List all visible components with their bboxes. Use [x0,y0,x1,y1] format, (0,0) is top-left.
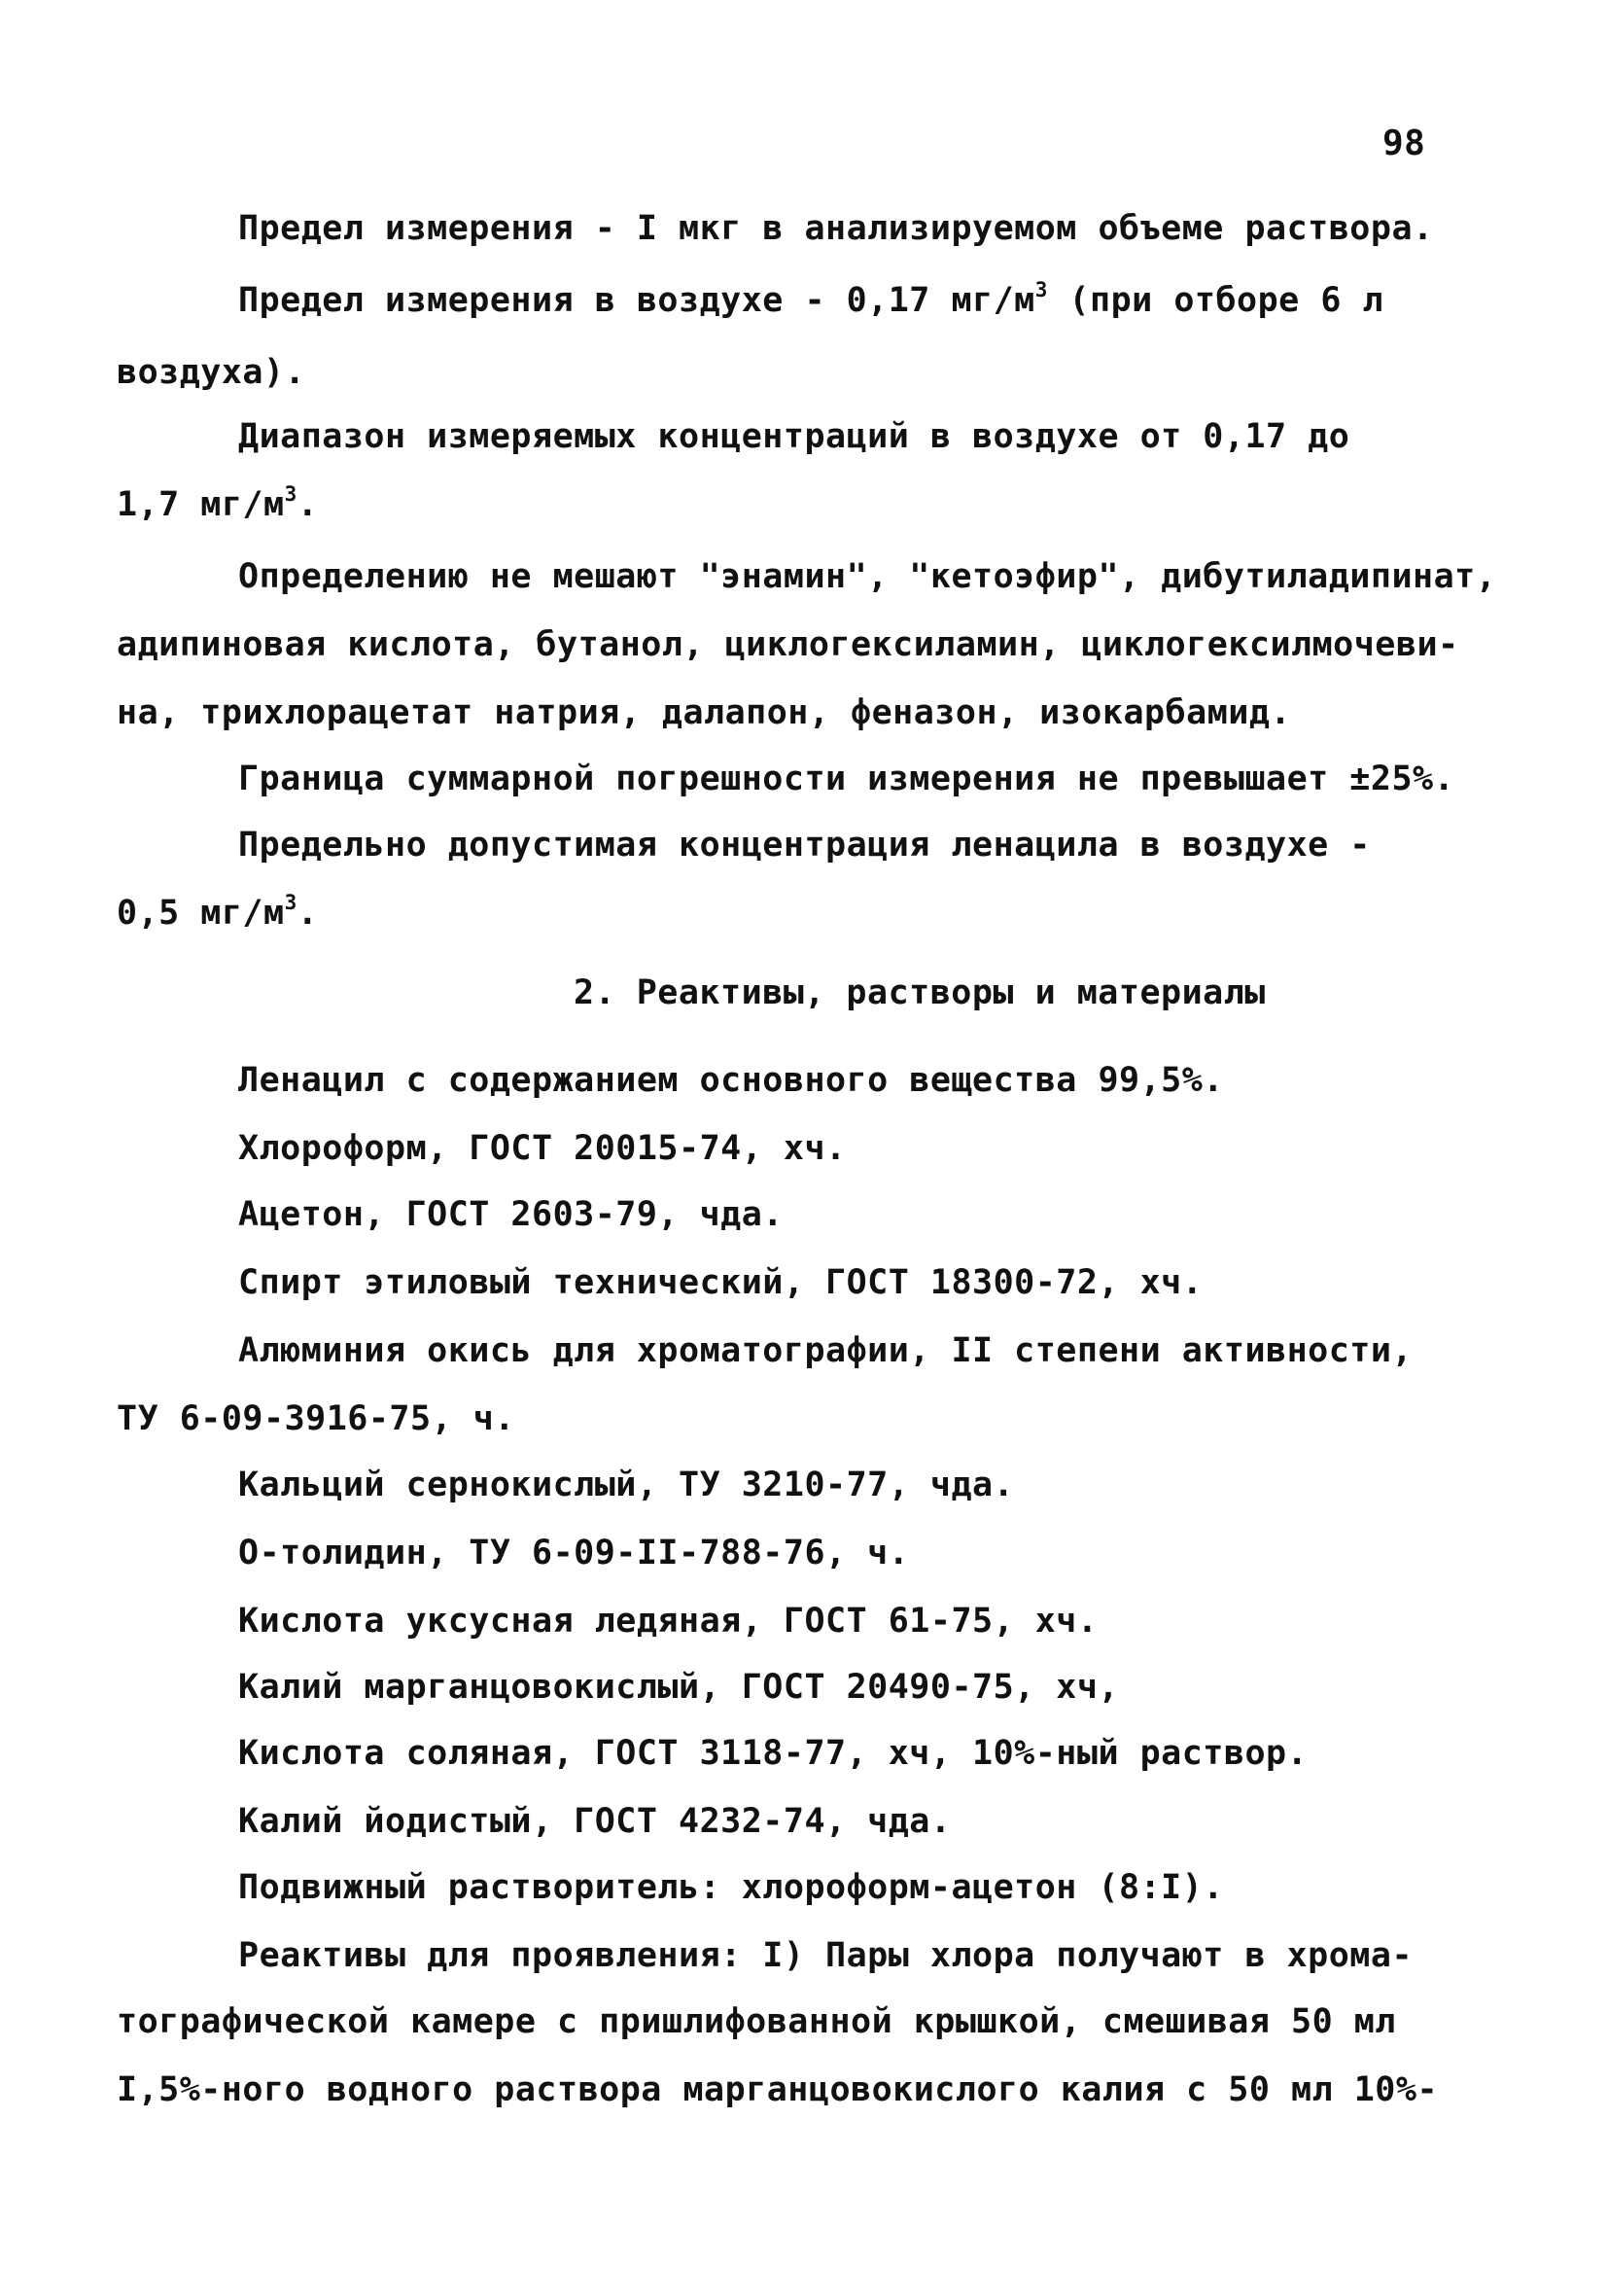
reagent-line: Подвижный растворитель: хлороформ-ацетон (8:I). [238,1868,1224,1907]
page-number: 98 [1382,124,1426,163]
reagent-line: Кислота соляная, ГОСТ 3118-77, хч, 10%-ный раствор. [238,1734,1309,1773]
superscript: 3 [284,891,297,914]
text-line: Граница суммарной погрешности измерения не превышает ±25%. [238,759,1455,798]
reagent-line: Калий марганцовокислый, ГОСТ 20490-75, хч, [238,1668,1120,1707]
reagent-line: ТУ 6-09-3916-75, ч. [117,1399,515,1438]
reagent-line: О-толидин, ТУ 6-09-II-788-76, ч. [238,1534,910,1572]
reagent-line: Хлороформ, ГОСТ 20015-74, хч. [238,1129,847,1168]
text-run: 0,5 мг/м [117,894,285,933]
text-run: . [297,894,319,933]
text-line: Определению не мешают "энамин", "кетоэфир", дибутиладипинат, [238,557,1497,596]
reagent-line: Алюминия окись для хроматографии, II степени активности, [238,1331,1414,1370]
section-heading: 2. Реактивы, растворы и материалы [574,973,1266,1012]
text-line [117,891,319,933]
superscript: 3 [1034,278,1048,301]
text-line: на, трихлорацетат натрия, далапон, феназон, изокарбамид. [117,693,1292,732]
reagent-line: Кальций сернокислый, ТУ 3210-77, чда. [238,1466,1015,1504]
reagent-line: Ленацил с содержанием основного вещества 99,5%. [238,1061,1224,1100]
text-run: Предел измерения в воздухе - 0,17 мг/м [238,281,1035,320]
reagent-line: тографической камере с пришлифованной крышкой, смешивая 50 мл [117,2002,1396,2041]
text-run: 1,7 мг/м [117,485,285,524]
text-line: воздуха). [117,353,306,392]
text-line [117,482,319,524]
reagent-line: Ацетон, ГОСТ 2603-79, чда. [238,1195,784,1234]
superscript: 3 [284,482,297,506]
reagent-line: Калий йодистый, ГОСТ 4232-74, чда. [238,1802,952,1841]
reagent-line: Кислота уксусная ледяная, ГОСТ 61-75, хч. [238,1602,1099,1641]
reagent-line: Спирт этиловый технический, ГОСТ 18300-72, хч. [238,1263,1204,1302]
reagent-line: I,5%-ного водного раствора марганцовокислого калия с 50 мл 10%- [117,2070,1439,2109]
text-line: Диапазон измеряемых концентраций в воздухе от 0,17 до [238,417,1350,456]
text-run: . [297,485,319,524]
text-run: (при отборе 6 л [1047,281,1384,320]
text-line [238,278,1384,320]
text-line: адипиновая кислота, бутанол, циклогексиламин, циклогексилмочеви- [117,625,1459,664]
text-line: Предельно допустимая концентрация ленацила в воздухе - [238,826,1371,865]
text-line: Предел измерения - I мкг в анализируемом объеме раствора. [238,209,1434,248]
reagent-line: Реактивы для проявления: I) Пары хлора получают в хрома- [238,1936,1414,1975]
